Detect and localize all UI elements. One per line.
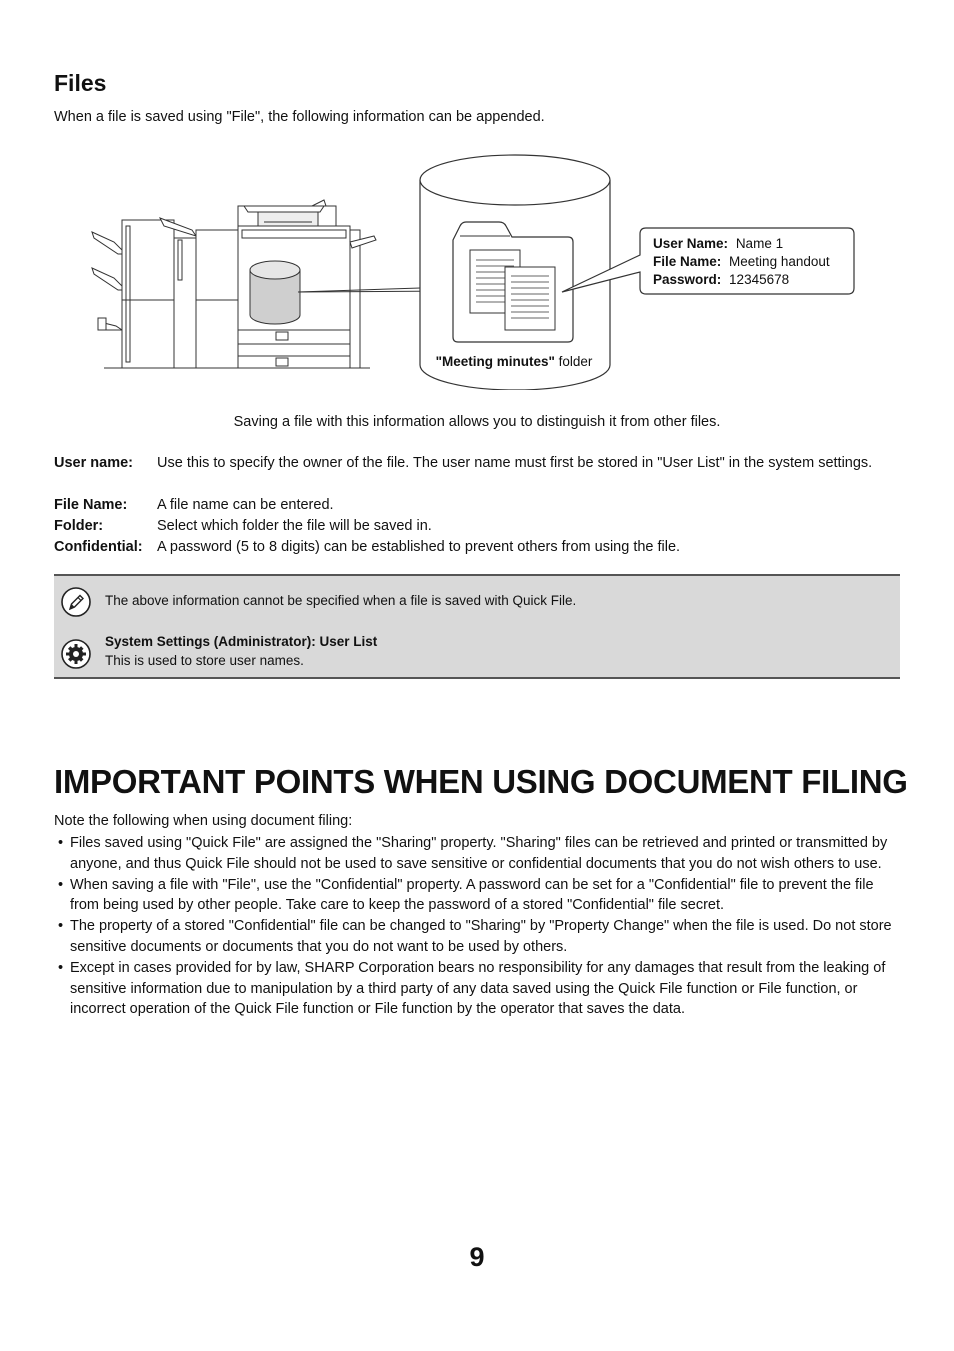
system-settings-box <box>54 626 900 679</box>
list-item: • The property of a stored "Confidential" file can be changed to "Sharing" by "Property Change" when the file is used. Do not store sensitive documents or documents that you do not want to be used by others. <box>58 918 892 955</box>
bullet-glyph: • <box>58 835 64 851</box>
section-title: Files <box>54 70 107 96</box>
important-heading: IMPORTANT POINTS WHEN USING DOCUMENT FILING <box>54 763 908 800</box>
folder-label: "Meeting minutes" folder <box>435 354 593 369</box>
settings-title: System Settings (Administrator): User List <box>105 634 378 649</box>
diagram-caption: Saving a file with this information allows you to distinguish it from other files. <box>233 414 721 430</box>
definition-desc: Select which folder the file will be saved in. <box>157 518 432 534</box>
list-item: • Except in cases provided for by law, SHARP Corporation bears no responsibility for any damages that result from the leaking of sensitive information due to manipulation by a third party of any data saved using the Quick File function or File function, or incorrect operation of the Quick File function or File function by the operator that saves the data. <box>58 959 886 1018</box>
definition-folder <box>54 516 904 537</box>
definition-file-name <box>54 495 904 516</box>
svg-text:Password: 12345678 <box>653 272 789 287</box>
important-list <box>54 833 904 1020</box>
note-text: The above information cannot be specified when a file is saved with Quick File. <box>105 593 577 608</box>
list-item: • Files saved using "Quick File" are assigned the "Sharing" property. "Sharing" files can be retrieved and printed or transmitted by anyone, and thus Quick File should not be used to save sensitive or confidential documents that you do not wish others to use. <box>58 835 888 872</box>
callout-user-name-value: Name 1 <box>735 236 784 251</box>
definition-desc: A file name can be entered. <box>157 497 334 513</box>
definition-term: User name: <box>54 455 133 471</box>
definition-term: Confidential: <box>54 539 143 555</box>
svg-text:User Name: Name 1 <box>653 236 783 251</box>
definition-term: Folder: <box>54 518 104 534</box>
pencil-icon <box>60 586 92 618</box>
callout-user-name-label: User Name: <box>653 236 729 251</box>
svg-text:File Name: Meeting hando <box>653 254 830 269</box>
file-storage-diagram <box>80 150 870 390</box>
callout-file-name-value: Meeting handout <box>729 254 830 269</box>
bullet-glyph: • <box>58 959 64 976</box>
gear-icon <box>60 638 92 670</box>
multifunction-printer-icon <box>92 200 376 368</box>
hard-disk-cylinder-icon <box>250 261 300 324</box>
definition-desc: A password (5 to 8 digits) can be established to prevent others from using the file. <box>157 539 681 555</box>
callout-password-value: 12345678 <box>729 272 790 287</box>
bullet-glyph: • <box>58 918 64 935</box>
section-intro: When a file is saved using "File", the following information can be appended. <box>54 109 545 125</box>
bullet-glyph: • <box>58 876 64 893</box>
definition-user-name <box>54 453 904 495</box>
important-intro: Note the following when using document filing: <box>54 813 353 829</box>
callout-file-name-label: File Name: <box>653 254 722 269</box>
definition-desc: Use this to specify the owner of the file. The user name must first be stored in "User List" in the system settings. <box>157 455 873 471</box>
list-item: • When saving a file with "File", use the "Confidential" property. A password can be set for a "Confidential" file to prevent the file from being used by other people. Take care to keep the password of a stored "Confidential" file secret. <box>58 876 874 914</box>
settings-text: This is used to store user names. <box>105 653 304 668</box>
definition-confidential <box>54 537 904 558</box>
note-box <box>54 574 900 627</box>
page-number: 9 <box>469 1242 485 1272</box>
definition-term: File Name: <box>54 497 128 513</box>
callout-password-label: Password: <box>653 272 722 287</box>
